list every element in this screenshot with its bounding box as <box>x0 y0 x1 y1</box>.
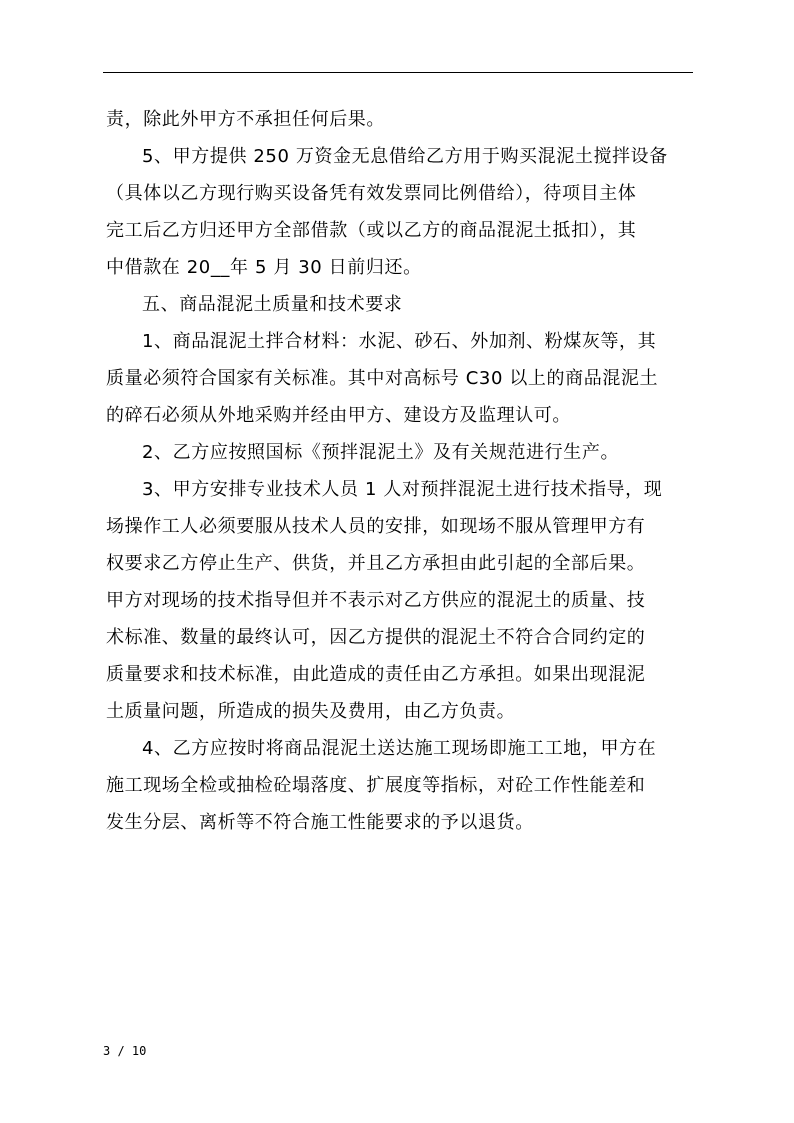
text-line: 5、甲方提供 250 万资金无息借给乙方用于购买混泥土搅拌设备 <box>142 146 668 167</box>
text-line: 4、乙方应按时将商品混泥土送达施工现场即施工工地，甲方在 <box>142 738 657 759</box>
text-line: 完工后乙方归还甲方全部借款（或以乙方的商品混泥土抵扣），其 <box>106 220 637 241</box>
text-line: 术标准、数量的最终认可，因乙方提供的混泥土不符合合同约定的 <box>106 627 646 648</box>
text-line: 发生分层、离析等不符合施工性能要求的予以退货。 <box>106 812 534 833</box>
page-number: 3 / 10 <box>103 1044 147 1058</box>
text-line: 质量要求和技术标准，由此造成的责任由乙方承担。如果出现混泥 <box>106 664 646 685</box>
text-line: 土质量问题，所造成的损失及费用，由乙方负责。 <box>106 701 516 722</box>
text-line: 责，除此外甲方不承担任何后果。 <box>106 109 385 130</box>
text-line: 1、商品混泥土拌合材料：水泥、砂石、外加剂、粉煤灰等，其 <box>142 331 657 352</box>
header-rule <box>103 72 693 73</box>
section-heading: 五、商品混泥土质量和技术要求 <box>142 294 403 315</box>
text-line: （具体以乙方现行购买设备凭有效发票同比例借给），待项目主体 <box>106 183 637 204</box>
text-line: 3、甲方安排专业技术人员 1 人对预拌混泥土进行技术指导，现 <box>142 479 663 500</box>
text-line: 中借款在 20__年 5 月 30 日前归还。 <box>106 257 422 278</box>
document-body <box>106 101 692 841</box>
text-line: 质量必须符合国家有关标准。其中对高标号 C30 以上的商品混泥土 <box>106 368 659 389</box>
text-line: 2、乙方应按照国标《预拌混泥土》及有关规范进行生产。 <box>142 442 620 463</box>
text-line: 施工现场全检或抽检砼塌落度、扩展度等指标，对砼工作性能差和 <box>106 775 646 796</box>
text-line: 权要求乙方停止生产、供货，并且乙方承担由此引起的全部后果。 <box>106 553 646 574</box>
text-line: 场操作工人必须要服从技术人员的安排，如现场不服从管理甲方有 <box>106 516 646 537</box>
text-line: 的碎石必须从外地采购并经由甲方、建设方及监理认可。 <box>106 405 571 426</box>
text-line: 甲方对现场的技术指导但并不表示对乙方供应的混泥土的质量、技 <box>106 590 646 611</box>
